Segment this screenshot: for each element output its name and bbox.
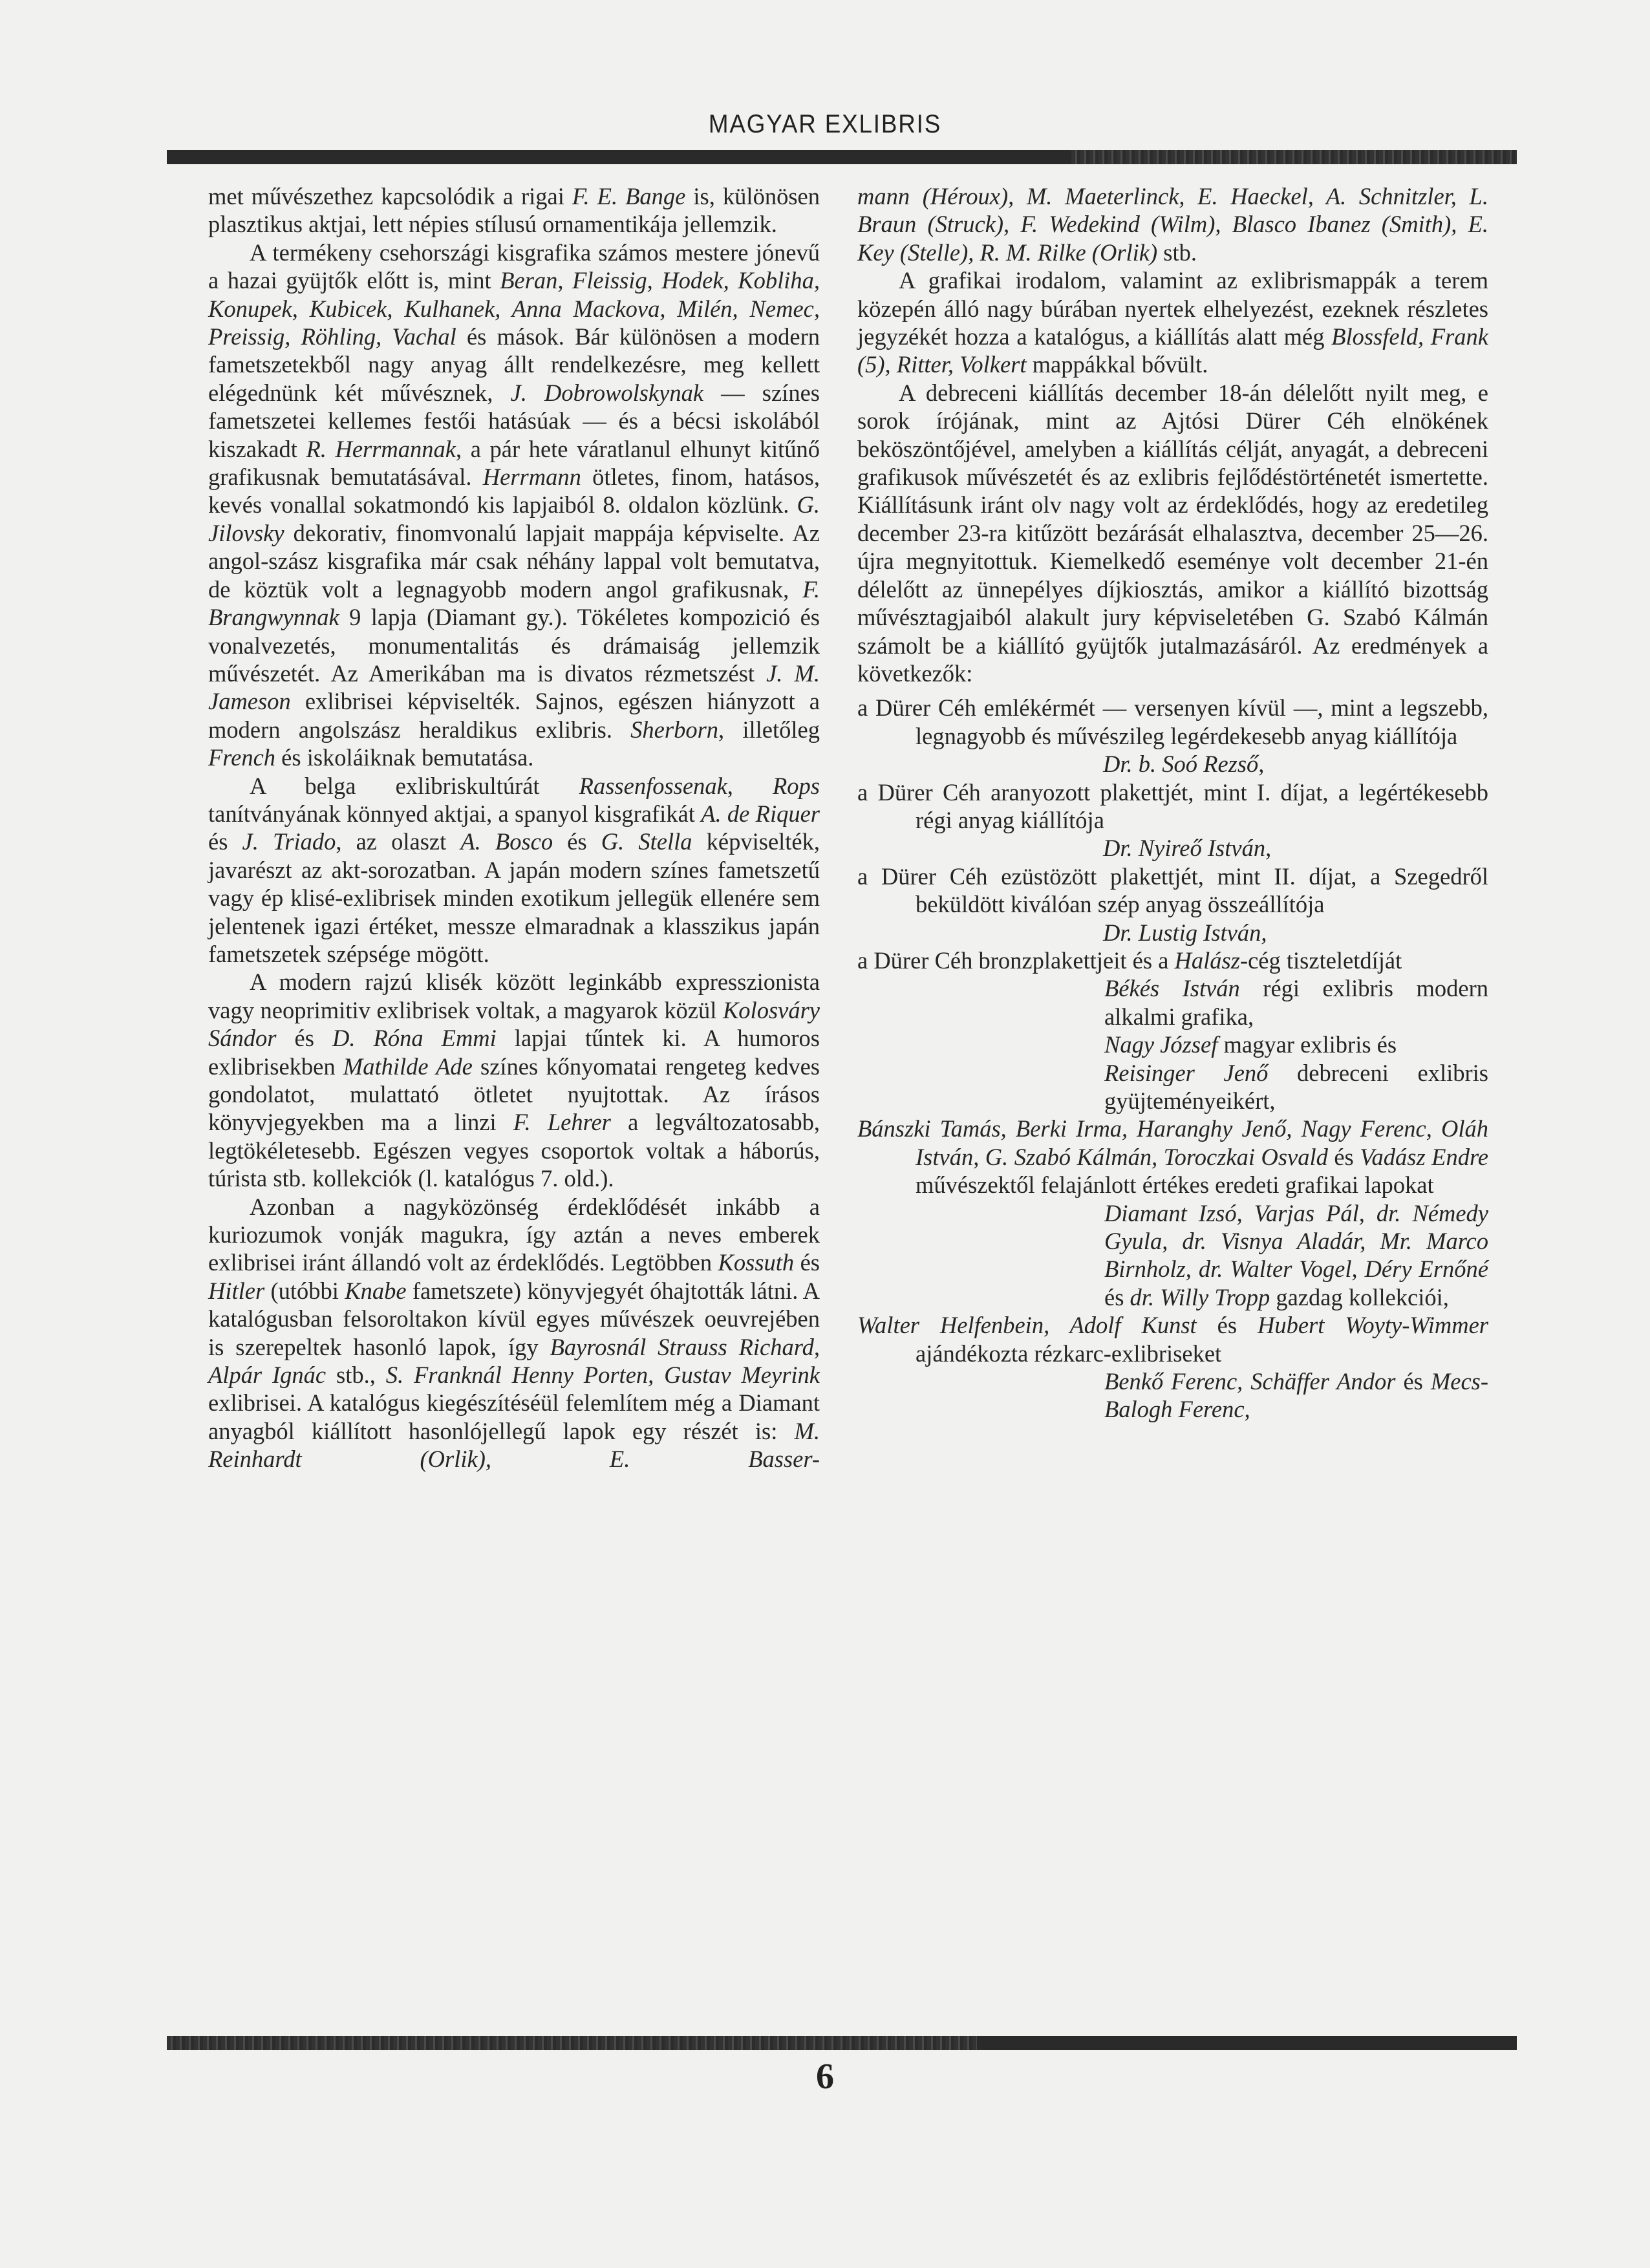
paragraph: A modern rajzú klisék között leginkább expresszionista vagy neoprimitiv exlibrisek voltak, a magyarok közül Kolosváry Sándor és D. Róna Emmi lapjai tűntek ki. A humoros exlibrisekben Mathilde Ade színes kőnyomatai rengeteg kedves gondolatot, mulattató ötletet nyujtottak. Az írásos könyvjegyekben ma a linzi F. Lehrer a legváltozatosabb, legtökéletesebb. Egészen vegyes csoportok voltak a háborús, túrista stb. kollekciók (l. katalógus 7. old.). [208,968,820,1192]
paragraph: mann (Héroux), M. Maeterlinck, E. Haeckel, A. Schnitzler, L. Braun (Struck), F. Wedekind (Wilm), Blasco Ibanez (Smith), E. Key (Stelle), R. M. Rilke (Orlik) stb. [857,183,1488,266]
running-header: MAGYAR EXLIBRIS [708,110,942,138]
paragraph: Azonban a nagyközönség érdeklődését inkább a kuriozumok vonják magukra, így aztán a neves emberek exlibrisei iránt állandó volt az érdeklődés. Legtöbben Kossuth és Hitler (utóbbi Knabe fametszete) könyvjegyét óhajtották látni. A katalógusban felsoroltakon kívül egyes művészek oeuvrejében is szerepeltek hasonló lapok, így Bayrosnál Strauss Richard, Alpár Ignác stb., S. Franknál Henny Porten, Gustav Meyrink exlibrisei. A katalógus kiegészítéséül felemlítem még a Diamant anyagból kiállított hasonlójellegű lapok egy részét is: M. Reinhardt (Orlik), E. Basser- [208,1193,820,1473]
paragraph: A belga exlibriskultúrát Rassenfossenak, Rops tanítványának könnyed aktjai, a spanyol kisgrafikát A. de Riquer és J. Triado, az olaszt A. Bosco és G. Stella képviselték, javarészt az akt-sorozatban. A japán modern színes fametszetű vagy ép klisé-exlibrisek minden exotikum jellegük ellenére sem jelentenek igazi értéket, messze elmaradnak a klasszikus japán fametszetek szépsége mögött. [208,772,820,967]
paragraph: met művészethez kapcsolódik a rigai F. E. Bange is, különösen plasztikus aktjai, lett népies stílusú ornamentikája jellemzik. [208,183,820,238]
right-column [857,182,1488,1424]
award-entry: a Dürer Céh bronzplakettjeit és a Halász-cég tiszteletdíját Békés István régi exlibris modern alkalmi grafika, Nagy József magyar exlibris és Reisinger Jenő debreceni exlibris gyüjteményeikért, [857,947,1488,1114]
page-number: 6 [816,2057,834,2097]
award-entry: Walter Helfenbein, Adolf Kunst és Hubert Woyty-Wimmer ajándékozta rézkarc-exlibriseket Benkő Ferenc, Schäffer Andor és Mecs-Balogh Ferenc, [857,1312,1489,1423]
award-entry: a Dürer Céh emlékérmét — versenyen kívül —, mint a legszebb, legnagyobb és művészileg legérdekesebb anyag kiállítója Dr. b. Soó Rezső, [857,694,1488,778]
paragraph: A grafikai irodalom, valamint az exlibrismappák a terem közepén álló nagy búrában nyertek elhelyezést, ezeknek részletes jegyzékét hozza a katalógus, a kiállítás alatt még Blossfeld, Frank (5), Ritter, Volkert mappákkal bővült. [857,267,1489,378]
top-rule [167,150,1517,164]
paragraph: A debreceni kiállítás december 18-án délelőtt nyilt meg, e sorok írójának, mint az Ajtósi Dürer Céh elnökének beköszöntőjével, amelyben a kiállítás célját, anyagát, a debreceni grafikusok művészetét és az exlibris fejlődéstörténetét ismertette. Kiállításunk iránt olv nagy volt az érdeklődés, hogy az eredetileg december 23-ra kitűzött bezárását elhalasztva, december 25—26. újra megnyitottuk. Kiemelkedő eseménye volt december 21-én délelőtt az ünnepélyes díjkiosztás, amikor a kiállító bizottság művésztagjaiból alakult jury képviseletében G. Szabó Kálmán számolt be a kiállító gyüjtők jutalmazásáról. Az eredmények a következők: [857,379,1488,687]
paragraph: A termékeny csehországi kisgrafika számos mestere jónevű a hazai gyüjtők előtt is, mint Beran, Fleissig, Hodek, Kobliha, Konupek, Kubicek, Kulhanek, Anna Mackova, Milén, Nemec, Preissig, Röhling, Vachal és mások. Bár különösen a modern fametszetekből nagy anyag állt rendelkezésre, meg kellett elégednünk két művésznek, J. Dobrowolskynak — színes fametszetei kellemes festői hatásúak — és a bécsi iskolából kiszakadt R. Herrmannak, a pár hete váratlanul elhunyt kitűnő grafikusnak bemutatásával. Herrmann ötletes, finom, hatásos, kevés vonallal sokatmondó kis lapjaiból 8. oldalon közlünk. G. Jilovsky dekorativ, finomvonalú lapjait mappája képviselte. Az angol-szász kisgrafika már csak néhány lappal volt bemutatva, de köztük volt a legnagyobb modern angol grafikusnak, F. Brangwynnak 9 lapja (Diamant gy.). Tökéletes kompozició és vonalvezetés, monumentalitás és drámaiság jellemzik művészetét. Az Amerikában ma is divatos rézmetszést J. M. Jameson exlibrisei képviselték. Sajnos, egészen hiányzott a modern angolszász heraldikus exlibris. Sherborn, illetőleg French és iskoláiknak bemutatása. [208,239,820,771]
left-column [208,182,820,1473]
award-entry: a Dürer Céh ezüstözött plakettjét, mint II. díjat, a Szegedről beküldött kiválóan szép anyag összeállítója Dr. Lustig István, [857,862,1488,946]
award-entry: Bánszki Tamás, Berki Irma, Haranghy Jenő, Nagy Ferenc, Oláh István, G. Szabó Kálmán, Toroczkai Osvald és Vadász Endre művészektől felajánlott értékes eredeti grafikai lapokat Diamant Izsó, Varjas Pál, dr. Némedy Gyula, dr. Visnya Aladár, Mr. Marco Birnholz, dr. Walter Vogel, Déry Ernőné és dr. Willy Tropp gazdag kollekciói, [857,1115,1489,1311]
award-entry: a Dürer Céh aranyozott plakettjét, mint I. díjat, a legértékesebb régi anyag kiállítója Dr. Nyireő István, [857,778,1488,862]
bottom-rule [167,2036,1517,2050]
